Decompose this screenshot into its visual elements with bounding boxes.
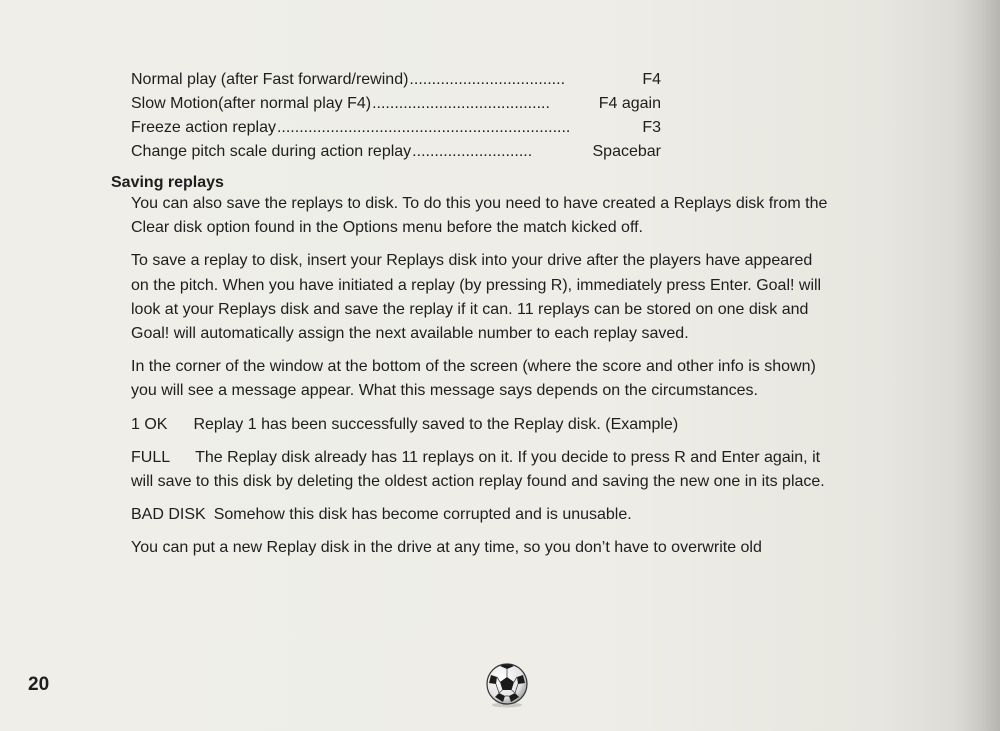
- soccer-ball-icon: [484, 662, 530, 708]
- body-paragraph: To save a replay to disk, insert your Replays disk into your drive after the players have appeared on the pitch. When you have initiated a replay (by pressing R), immediately press Enter. Goal! will look at your Replays disk and save the replay if it can. 11 replays can be stored on one disk and Goal! will automatically assign the next available number to each replay saved.: [131, 252, 822, 343]
- message-code: FULL: [131, 448, 171, 466]
- key-row: [131, 92, 661, 116]
- dot-leader: ..................................................................: [276, 119, 571, 136]
- dot-leader: ...........................: [412, 143, 533, 160]
- key-row: [131, 140, 661, 164]
- key-action-label: Normal play (after Fast forward/rewind): [131, 71, 409, 88]
- message-code: 1 OK: [131, 415, 168, 433]
- message-entry: [131, 503, 831, 527]
- page-number: 20: [28, 674, 50, 695]
- replay-key-list: [131, 68, 661, 164]
- message-description: Replay 1 has been successfully saved to the Replay disk. (Example): [193, 415, 679, 433]
- message-description: The Replay disk already has 11 replays on it. If you decide to press R and Enter again, it will save to this disk by deleting the oldest action replay found and saving the new one in its place.: [131, 448, 825, 491]
- closing-paragraph: You can put a new Replay disk in the drive at any time, so you don’t have to overwrite old: [131, 539, 762, 557]
- key-row: [131, 68, 661, 92]
- key-action-label: Change pitch scale during action replay: [131, 143, 412, 160]
- dot-leader: ...................................: [409, 71, 566, 88]
- section-heading: Saving replays: [111, 174, 224, 191]
- message-entry: [131, 446, 831, 494]
- key-action-label: Slow Motion(after normal play F4): [131, 95, 372, 112]
- key-row: [131, 116, 661, 140]
- key-binding: F4 again: [598, 95, 661, 112]
- section-body: [131, 192, 831, 570]
- message-description: Somehow this disk has become corrupted and is unusable.: [213, 506, 632, 524]
- page-spine-shadow: [952, 0, 1000, 731]
- key-binding: F3: [642, 119, 661, 136]
- body-paragraph: In the corner of the window at the bottom of the screen (where the score and other info is shown) you will see a message appear. What this message says depends on the circumstances.: [131, 358, 816, 400]
- dot-leader: ........................................: [372, 95, 550, 112]
- message-code: BAD DISK: [131, 506, 206, 524]
- key-binding: Spacebar: [592, 143, 661, 160]
- body-paragraph: You can also save the replays to disk. To do this you need to have created a Replays disk from the Clear disk option found in the Options menu before the match kicked off.: [131, 195, 828, 237]
- message-entry: [131, 413, 831, 437]
- key-action-label: Freeze action replay: [131, 119, 276, 136]
- key-binding: F4: [642, 71, 661, 88]
